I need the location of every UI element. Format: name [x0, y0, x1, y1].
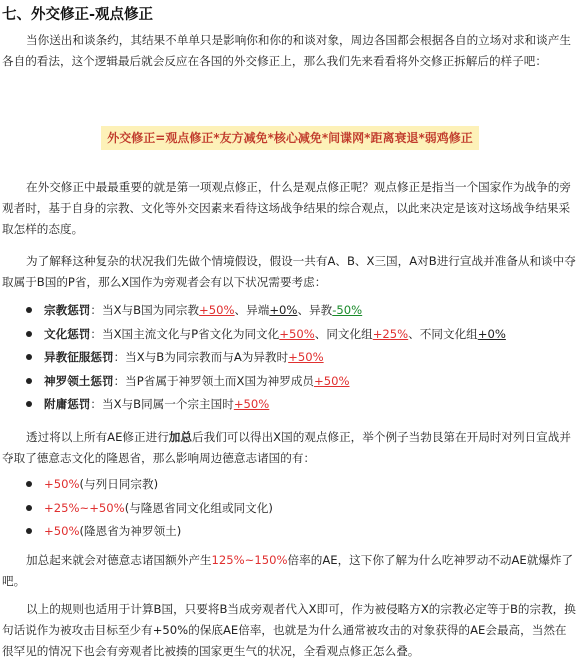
- bullet-icon: [26, 331, 32, 337]
- penalty-text: ：当X与B为同宗教而与A为异教时: [113, 350, 289, 364]
- paragraph-text: 后我们可以得出X国的观点修正，举个例子当勃艮第在开局时对列日宣战并夺取了德意志文化的隆恩省，那么影响周边德意志诸国的有：: [2, 430, 571, 465]
- bullet-icon: [26, 505, 32, 511]
- penalty-value: +25%: [372, 326, 409, 341]
- example-list: [0, 473, 580, 544]
- list-item: [0, 346, 580, 370]
- penalty-text: ：当X与B同属一个宗主国时: [90, 397, 234, 411]
- emphasis-text: 加总: [168, 430, 192, 444]
- bullet-icon: [26, 401, 32, 407]
- paragraph-text: 透过将以上所有AE修正进行: [26, 430, 169, 444]
- formula-box: [0, 126, 580, 150]
- scenario-paragraph: 为了解释这种复杂的状况我们先做个情境假设，假设一共有A、B、X三国，A对B进行宣战并准备从和谈中夺取属于B国的P省，那么X国作为旁观者会有以下状况需要考虑：: [2, 254, 576, 289]
- list-item: [0, 370, 580, 394]
- penalty-value: +50%: [314, 373, 350, 388]
- emphasis-value: 125%~150%: [211, 553, 288, 567]
- intro-paragraph: 当你送出和谈条约，其结果不单单只是影响你和你的和谈对象，周边各国都会根据各自的立场对求和谈产生各自的看法，这个逻辑最后就会反应在各国的外交修正上，那么我们先来看看将外交修正拆解后的样子吧：: [2, 33, 571, 68]
- penalty-text: 、异教: [297, 303, 333, 317]
- penalty-list: [0, 299, 580, 417]
- conclusion-paragraph: 以上的规则也适用于计算B国，只要将B当成旁观者代入X即可，作为被侵略方X的宗教必定等于B的宗教，换句话说作为被攻击目标至少有+50%的保底AE倍率，也就是为什么通常被攻击的对象获得的AE会最高，当然在很罕见的情况下也会有旁观者比被揍的国家更生气的状况，全看观点修正怎么叠。: [2, 602, 576, 658]
- example-value: +50%: [44, 477, 80, 491]
- penalty-text: ：当X与B国为同宗教: [90, 303, 200, 317]
- penalty-name: 神罗领土惩罚: [44, 373, 114, 388]
- list-item: [0, 323, 580, 347]
- list-item: [0, 497, 580, 521]
- total-paragraph: [2, 550, 578, 592]
- list-item: [0, 473, 580, 497]
- penalty-value: +0%: [269, 303, 298, 317]
- bullet-icon: [26, 528, 32, 534]
- paragraph-text: 加总起来就会对德意志诸国额外产生: [26, 553, 212, 567]
- example-text: (与隆恩省同文化组或同文化): [124, 500, 273, 515]
- penalty-text: 、不同文化组: [408, 326, 478, 341]
- penalty-name: 文化惩罚: [44, 326, 91, 341]
- penalty-value: +50%: [288, 350, 324, 364]
- summation-paragraph: [2, 427, 578, 469]
- penalty-text: 、异端: [234, 303, 270, 317]
- bullet-icon: [26, 378, 32, 384]
- list-item: [0, 520, 580, 544]
- formula-text: 外交修正=观点修正*友方减免*核心减免*间谍网*距离衰退*弱鸡修正: [101, 126, 478, 150]
- penalty-name: 异教征服惩罚: [44, 350, 114, 364]
- example-value: +25%~+50%: [44, 500, 125, 515]
- penalty-value: +0%: [477, 326, 506, 341]
- penalty-value: -50%: [332, 303, 363, 317]
- penalty-text: 、同文化组: [314, 326, 373, 341]
- penalty-value: +50%: [233, 397, 270, 411]
- viewpoint-paragraph: 在外交修正中最最重要的就是第一项观点修正，什么是观点修正呢？观点修正是指当一个国家作为战争的旁观者时，基于自身的宗教、文化等外交因素来看待这场战争结果的综合观点，以此来决定是该对这场战争结果采取怎样的态度。: [2, 180, 571, 236]
- paragraph-text: 倍率的AE，这下你了解为什么吃神罗动不动AE就爆炸了吧。: [2, 553, 574, 588]
- example-text: (与列日同宗教): [79, 477, 159, 491]
- bullet-icon: [26, 354, 32, 360]
- list-item: [0, 393, 580, 417]
- list-item: [0, 299, 580, 323]
- section-title: 七、外交修正-观点修正: [2, 7, 154, 23]
- penalty-text: ：当X国主流文化与P省文化为同文化: [90, 326, 280, 341]
- penalty-value: +50%: [199, 303, 235, 317]
- penalty-name: 附庸惩罚: [44, 397, 91, 411]
- bullet-icon: [26, 307, 32, 313]
- penalty-name: 宗教惩罚: [44, 303, 91, 317]
- penalty-text: ：当P省属于神罗领土而X国为神罗成员: [113, 373, 315, 388]
- example-value: +50%: [44, 524, 80, 538]
- penalty-value: +50%: [279, 326, 315, 341]
- example-text: (隆恩省为神罗领土): [79, 524, 182, 538]
- bullet-icon: [26, 481, 32, 487]
